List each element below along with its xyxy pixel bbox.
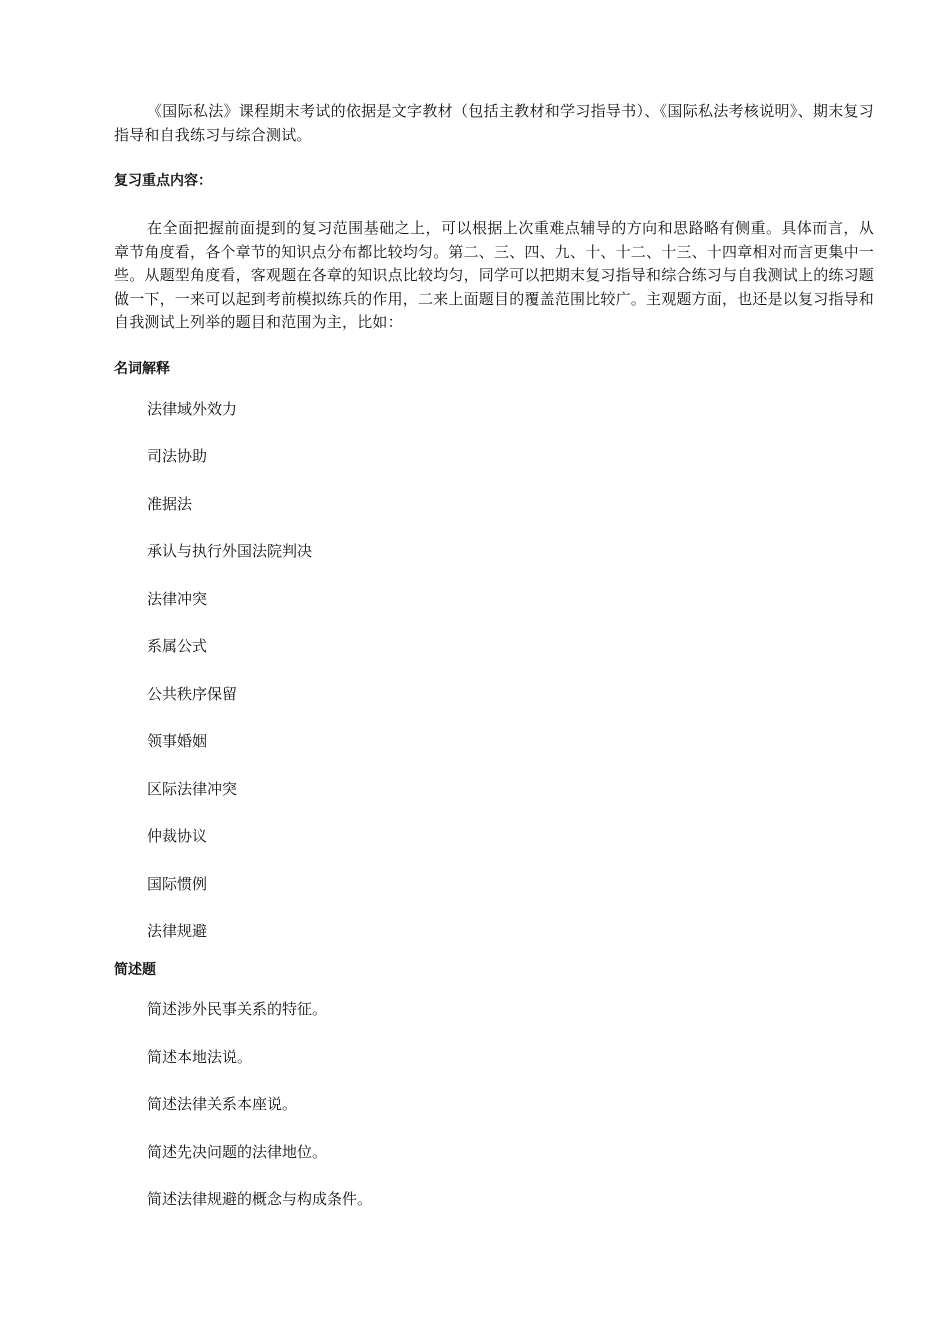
terms-list [114, 399, 874, 942]
list-item: 仲裁协议 [147, 827, 208, 845]
list-item: 简述法律关系本座说。 [147, 1095, 298, 1113]
list-item: 准据法 [147, 494, 193, 513]
list-item: 系属公式 [147, 637, 208, 655]
short-answer-heading: 简述题 [114, 962, 156, 978]
list-item: 法律冲突 [147, 589, 208, 608]
list-item: 区际法律冲突 [147, 779, 238, 798]
list-item: 简述先决问题的法律地位。 [147, 1142, 328, 1161]
terms-heading: 名词解释 [114, 360, 170, 377]
list-item: 简述本地法说。 [147, 1047, 253, 1066]
list-item: 国际惯例 [147, 874, 208, 893]
intro-paragraph: 《国际私法》课程期末考试的依据是文字教材（包括主教材和学习指导书）、《国际私法考核说明》、期末复习指导和自我练习与综合测试。 [114, 102, 874, 144]
list-item: 承认与执行外国法院判决 [147, 542, 313, 560]
list-item: 简述涉外民事关系的特征。 [147, 1000, 328, 1018]
list-item: 法律规避 [147, 922, 208, 940]
review-heading: 复习重点内容： [114, 173, 212, 189]
list-item: 领事婚姻 [147, 732, 208, 750]
document-page [114, 100, 874, 1237]
list-item: 简述法律规避的概念与构成条件。 [147, 1190, 373, 1208]
short-answer-list [114, 999, 874, 1209]
list-item: 司法协助 [147, 447, 208, 465]
review-paragraph: 在全面把握前面提到的复习范围基础之上，可以根据上次重难点辅导的方向和思路略有侧重。具体而言，从章节角度看，各个章节的知识点分布都比较均匀。第二、三、四、九、十、十二、十三、十四章相对而言更集中一些。从题型角度看，客观题在各章的知识点比较均匀，同学可以把期末复习指导和综合练习与自我测试上的练习题做一下，一来可以起到考前模拟练兵的作用，二来上面题目的覆盖范围比较广。主观题方面，也还是以复习指导和自我测试上列举的题目和范围为主，比如： [114, 219, 875, 331]
list-item: 公共秩序保留 [147, 684, 238, 703]
list-item: 法律域外效力 [147, 399, 238, 418]
